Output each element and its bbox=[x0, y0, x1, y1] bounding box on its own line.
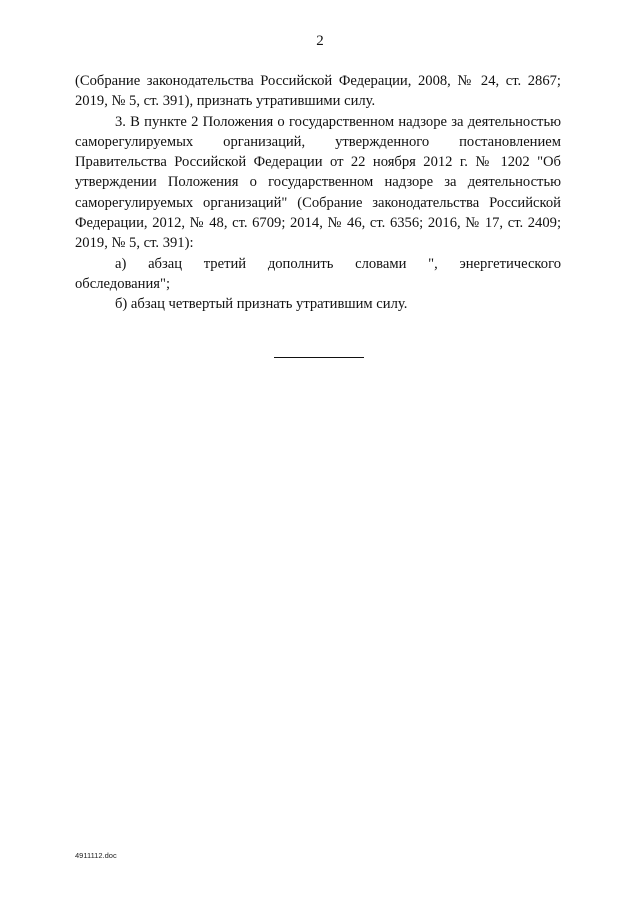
page-number: 2 bbox=[316, 33, 324, 49]
paragraph-subitem-a-line2: обследования"; bbox=[75, 275, 171, 292]
paragraph-subitem-b: б) абзац четвертый признать утратившим силу. bbox=[115, 296, 408, 313]
paragraph-continuation: (Собрание законодательства Российской Федерации, 2008, № 24, ст. 2867; 2019, № 5, ст. 391), признать утратившими силу. bbox=[75, 73, 561, 110]
document-body bbox=[75, 71, 561, 315]
paragraph-subitem-a-line1: а) абзац третий дополнить словами ", энергетического bbox=[115, 255, 561, 272]
end-separator-line bbox=[274, 357, 364, 358]
paragraph-item-3: 3. В пункте 2 Положения о государственном надзоре за деятельностью саморегулируемых организаций, утвержденного постановлением Правительства Российской Федерации от 22 ноября 2012 г. № 1202 "Об утверждении Положения о государственном надзоре за деятельностью саморегулируемых организаций" (Собрание законодательства Российской Федерации, 2012, № 48, ст. 6709; 2014, № 46, ст. 6356; 2016, № 17, ст. 2409; 2019, № 5, ст. 391): bbox=[75, 113, 561, 252]
file-name-footer: 4911112.doc bbox=[75, 851, 117, 860]
